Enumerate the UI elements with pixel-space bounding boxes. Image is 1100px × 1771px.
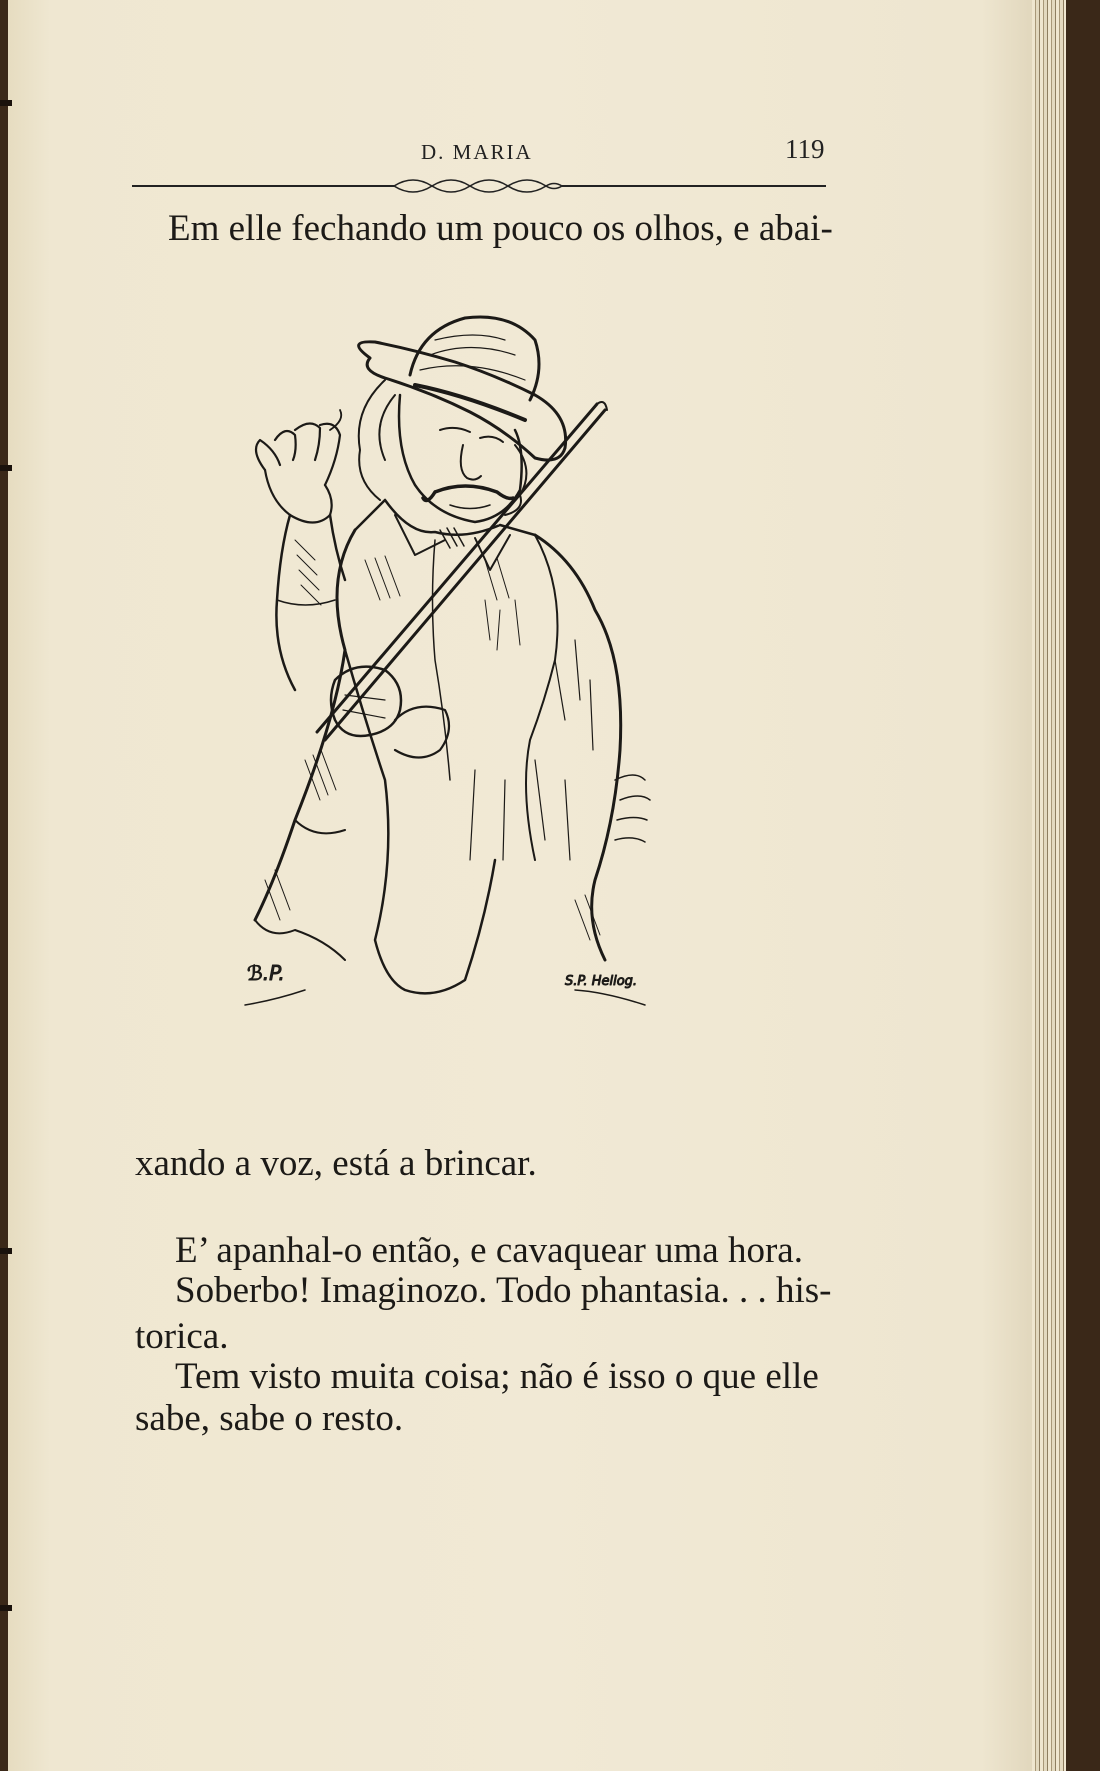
engraver-signature: S.P. Heliog.: [565, 974, 638, 989]
binding-hole: [0, 465, 12, 471]
binding-hole: [0, 1605, 12, 1611]
ornamental-rule: [132, 168, 826, 198]
page-number: 119: [785, 134, 825, 164]
text-line-4: Soberbo! Imaginozo. Todo phantasia. . . his-: [175, 1270, 832, 1311]
text-line-6: Tem visto muita coisa; não é isso o que elle: [175, 1356, 819, 1397]
binding-hole: [0, 1248, 12, 1254]
text-line-7: sabe, sabe o resto.: [135, 1398, 404, 1439]
man-with-cane-illustration: [235, 300, 750, 1110]
text-line-2: xando a voz, está a brincar.: [135, 1143, 537, 1184]
page-edges: [1032, 0, 1066, 1771]
artist-monogram: ℬ.P.: [247, 961, 285, 985]
binding-hole: [0, 100, 12, 106]
text-line-3: E’ apanhal-o então, e cavaquear uma hora.: [175, 1230, 803, 1271]
text-line-5: torica.: [135, 1316, 229, 1357]
text-line-1: Em elle fechando um pouco os olhos, e abai-: [168, 208, 833, 249]
running-head: D. MARIA: [421, 140, 533, 164]
